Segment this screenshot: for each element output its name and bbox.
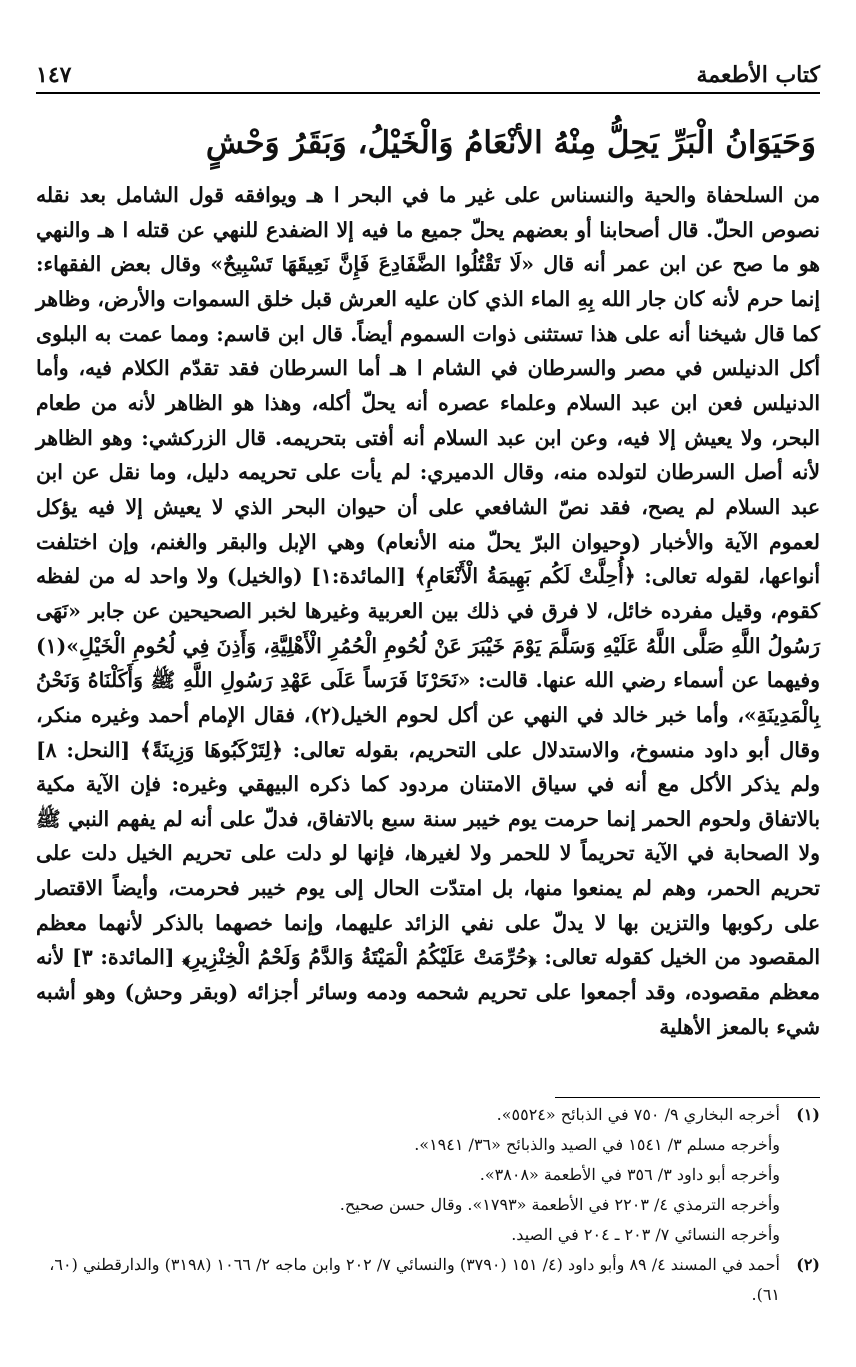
main-text <box>36 178 820 1088</box>
footnote-number: (٢) <box>796 1255 820 1274</box>
chapter-title: كتاب الأطعمة <box>696 62 820 88</box>
footnote-line: وأخرجه النسائي ٧/ ٢٠٣ ـ ٢٠٤ في الصيد. <box>511 1225 780 1244</box>
footnote-line: وأخرجه أبو داود ٣/ ٣٥٦ في الأطعمة «٣٨٠٨». <box>479 1165 780 1184</box>
footnote-1 <box>36 1100 820 1250</box>
page-number: ١٤٧ <box>36 62 72 88</box>
page-header <box>36 58 820 88</box>
footnote-line: أخرجه البخاري ٩/ ٧٥٠ في الذبائح «٥٥٢٤». <box>496 1105 780 1124</box>
footnotes <box>36 1100 820 1310</box>
body-paragraph: من السلحفاة والحية والنسناس على غير ما في البحر ا هـ ويوافقه قول الشامل بعد نقله نصوص الحلّ. قال أصحابنا أو بعضهم يحلّ جميع ما فيه إلا الضفدع للنهي عن قتله ا هـ والنهي هو ما صح عن ابن عمر أنه قال «لَا تَقْتُلُوا الضَّفَادِعَ فَإِنَّ نَعِيقَهَا تَسْبِيحٌ» وقال بعض الفقهاء: إنما حرم لأنه كان جار الله بِهِ الماء الذي كان عليه العرش قبل خلق السموات والأرض، وظاهر كما قال شيخنا أنه على هذا تستثنى ذوات السموم أيضاً. قال ابن قاسم: ومما عمت به البلوى أكل الدنيلس في مصر والسرطان في الشام ا هـ أما السرطان فقد تقدّم الكلام فيه، وأما الدنيلس فعن ابن عبد السلام وعلماء عصره أنه يحلّ أكله، وهذا هو الظاهر لأنه من طعام البحر، ولا يعيش إلا فيه، وعن ابن عبد السلام أنه أفتى بتحريمه. قال الزركشي: وهو الظاهر لأنه أصل السرطان لتولده منه، وقال الدميري: لم يأت على تحريمه دليل، وما نقل عن ابن عبد السلام لم يصح، فقد نصّ الشافعي على أن حيوان البحر الذي لا يعيش إلا فيه يؤكل لعموم الآية والأخبار (وحيوان البرّ يحلّ منه الأنعام) وهي الإبل والبقر والغنم، وإن اختلفت أنواعها، لقوله تعالى: ﴿أُحِلَّتْ لَكُم بَهِيمَةُ الْأَنْعَامِ﴾ [المائدة:١] (والخيل) ولا واحد له من لفظه كقوم، وقيل مفرده خائل، لا فرق في ذلك بين العربية وغيرها لخبر الصحيحين عن جابر «نَهَى رَسُولُ اللَّهِ صَلَّى اللَّهُ عَلَيْهِ وَسَلَّمَ يَوْمَ خَيْبَرَ عَنْ لُحُومِ الْحُمُرِ الْأَهْلِيَّةِ، وَأَذِنَ فِي لُحُومِ الْخَيْلِ»(١) وفيهما عن أسماء رضي الله عنها. قالت: «نَحَرْنَا فَرَساً عَلَى عَهْدِ رَسُولِ اللَّهِ ﷺ وَأَكَلْنَاهُ وَنَحْنُ بِالْمَدِينَةِ»، وأما خبر خالد في النهي عن أكل لحوم الخيل(٢)، فقال الإمام أحمد وغيره منكر، وقال أبو داود منسوخ، والاستدلال على التحريم، بقوله تعالى: ﴿لِتَرْكَبُوهَا وَزِينَةً﴾ [النحل: ٨] ولم يذكر الأكل مع أنه في سياق الامتنان مردود كما ذكره البيهقي وغيره: فإن الآية مكية بالاتفاق ولحوم الحمر إنما حرمت يوم خيبر سنة سبع بالاتفاق، فدلّ على أنه لم يفهم النبي ﷺ ولا الصحابة في الآية تحريماً لا للحمر ولا لغيرها، فإنها لو دلت على تحريم الخيل دلت على تحريم الحمر، وهم لم يمنعوا منها، بل امتدّت الحال إلى يوم خيبر فحرمت، وأيضاً الاقتصار على ركوبها والتزين بها لا يدلّ على نفي الزائد عليهما، وإنما خصهما بالذكر لأنهما معظم المقصود من الخيل كقوله تعالى: ﴿حُرِّمَتْ عَلَيْكُمُ الْمَيْتَةُ وَالدَّمُ وَلَحْمُ الْخِنْزِيرِ﴾ [المائدة: ٣] لأنه معظم مقصوده، وقد أجمعوا على تحريم شحمه ودمه وسائر أجزائه (وبقر وحش) وهو أشبه شيء بالمعز الأهلية <box>36 183 820 1039</box>
footnote-2 <box>36 1250 820 1310</box>
footnote-number: (١) <box>796 1105 820 1124</box>
footnote-line: وأخرجه الترمذي ٤/ ٢٢٠٣ في الأطعمة «١٧٩٣». وقال حسن صحيح. <box>339 1195 780 1214</box>
footnote-line: أحمد في المسند ٤/ ٨٩ وأبو داود (٤/ ١٥١ (٣٧٩٠) والنسائي ٧/ ٢٠٢ وابن ماجه ٢/ ١٠٦٦ (٣١٩٨) والدارقطني (٦٠، ٦١). <box>49 1255 780 1304</box>
verse-heading: وَحَيَوَانُ الْبَرِّ يَحِلُّ مِنْهُ الأنْعَامُ وَالْخَيْلُ، وَبَقَرُ وَحْشٍ <box>205 125 816 161</box>
footnote-divider <box>555 1097 820 1098</box>
footnote-line: وأخرجه مسلم ٣/ ١٥٤١ في الصيد والذبائح «٣٦/ ١٩٤١». <box>414 1135 780 1154</box>
header-divider <box>36 92 820 94</box>
